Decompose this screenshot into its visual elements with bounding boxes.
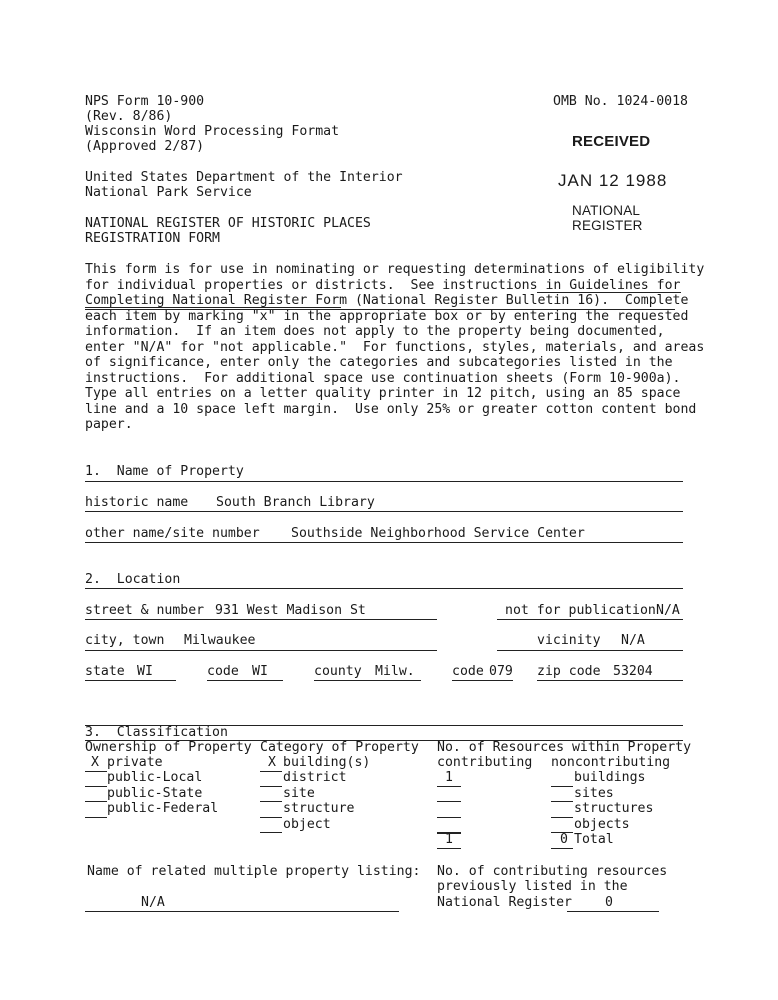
instruction-line: line and a 10 space left margin. Use only 25% or greater cotton content bond — [85, 401, 697, 417]
contributing-total-line[interactable] — [437, 848, 461, 849]
county-label: county — [314, 664, 362, 679]
category-option-buildings: building(s) — [283, 755, 371, 770]
category-checkbox-line[interactable] — [260, 817, 282, 818]
code-label: code — [207, 664, 239, 679]
ownership-option-private: private — [107, 755, 163, 770]
category-option-site: site — [283, 786, 315, 801]
vicinity-rule — [497, 650, 683, 651]
resource-type-sites: sites — [574, 786, 614, 801]
category-option-district: district — [283, 770, 347, 785]
related-listing-value[interactable]: N/A — [141, 895, 165, 910]
previously-listed-label-3: National Register — [437, 895, 572, 910]
category-option-structure: structure — [283, 801, 355, 816]
category-header: Category of Property — [260, 740, 419, 755]
not-for-publication-value[interactable]: N/A — [656, 603, 680, 618]
zip-value[interactable]: 53204 — [613, 664, 653, 679]
previously-listed-value[interactable]: 0 — [605, 895, 613, 910]
resource-type-objects: objects — [574, 817, 630, 832]
resource-type-structures: structures — [574, 801, 654, 816]
noncontributing-line[interactable] — [551, 801, 573, 802]
state-value[interactable]: WI — [137, 664, 153, 679]
service-name: National Park Service — [85, 185, 252, 200]
contributing-line[interactable] — [437, 801, 461, 802]
category-checkbox-line[interactable] — [260, 771, 282, 772]
instruction-line: enter "N/A" for "not applicable." For functions, styles, materials, and areas — [85, 339, 705, 355]
noncontributing-line[interactable] — [551, 817, 573, 818]
county-rule — [314, 680, 421, 681]
register-stamp: REGISTER — [572, 218, 643, 233]
previously-listed-label-2: previously listed in the — [437, 879, 628, 894]
form-number: NPS Form 10-900 — [85, 94, 205, 109]
county-code-label: code — [452, 664, 484, 679]
historic-name-rule — [85, 511, 683, 512]
zip-rule — [537, 680, 683, 681]
state-rule — [85, 680, 176, 681]
ownership-mark[interactable]: X — [91, 755, 99, 770]
instructions-paragraph — [85, 262, 705, 433]
other-name-label: other name/site number — [85, 526, 260, 541]
other-name-rule — [85, 542, 683, 543]
related-listing-rule — [85, 911, 399, 912]
instruction-line: information. If an item does not apply to the property being documented, — [85, 324, 665, 339]
state-label: state — [85, 664, 125, 679]
section-2-rule — [85, 588, 683, 589]
section-1-heading: 1. Name of Property — [85, 464, 244, 479]
received-date-stamp: JAN 12 1988 — [558, 171, 668, 190]
noncontributing-header: noncontributing — [551, 755, 671, 770]
vicinity-label: vicinity — [537, 633, 601, 648]
code-value[interactable]: WI — [252, 664, 268, 679]
contributing-total[interactable]: 1 — [445, 832, 453, 847]
vicinity-value[interactable]: N/A — [621, 633, 645, 648]
form-format: Wisconsin Word Processing Format — [85, 124, 340, 139]
not-for-publication-label: not for publication — [505, 603, 656, 618]
instruction-line: instructions. For additional space use continuation sheets (Form 10-900a). — [85, 370, 681, 386]
register-title: NATIONAL REGISTER OF HISTORIC PLACES — [85, 216, 371, 231]
form-title: REGISTRATION FORM — [85, 231, 220, 246]
nfp-rule — [497, 619, 683, 620]
omb-number: OMB No. 1024-0018 — [553, 94, 688, 109]
instruction-line: each item by marking "x" in the appropriate box or by entering the requested — [85, 308, 689, 324]
resource-type-buildings: buildings — [574, 770, 646, 785]
rule-line — [85, 309, 675, 310]
county-code-rule — [452, 680, 513, 681]
noncontributing-total[interactable]: 0 — [560, 832, 568, 847]
contributing-header: contributing — [437, 755, 533, 770]
national-stamp: NATIONAL — [572, 203, 641, 218]
previously-listed-rule — [567, 911, 659, 912]
contributing-buildings[interactable]: 1 — [445, 770, 453, 785]
ownership-checkbox-line[interactable] — [85, 817, 107, 818]
ownership-checkbox-line[interactable] — [85, 786, 107, 787]
received-stamp: RECEIVED — [572, 133, 651, 150]
instruction-line: Type all entries on a letter quality printer in 12 pitch, using an 85 space — [85, 386, 681, 401]
ownership-checkbox-line[interactable] — [85, 801, 107, 802]
guidelines-underline — [85, 307, 341, 308]
ownership-option-public-state: public-State — [107, 786, 203, 801]
section-3-heading: 3. Classification — [85, 725, 228, 740]
instruction-line: for individual properties or districts. See instructions in Guidelines for — [85, 277, 681, 293]
ownership-checkbox-line[interactable] — [85, 771, 107, 772]
section-1-rule — [85, 481, 683, 482]
category-checkbox-line[interactable] — [260, 832, 282, 833]
form-revision: (Rev. 8/86) — [85, 109, 173, 124]
resources-header: No. of Resources within Property — [437, 740, 692, 755]
contributing-line[interactable] — [437, 817, 461, 818]
category-checkbox-line[interactable] — [260, 786, 282, 787]
noncontributing-line[interactable] — [551, 786, 573, 787]
instruction-line: of significance, enter only the categories and subcategories listed in the — [85, 355, 673, 370]
historic-name-label: historic name — [85, 495, 189, 510]
category-mark[interactable]: X — [268, 755, 276, 770]
instruction-line: paper. — [85, 417, 133, 432]
form-approved: (Approved 2/87) — [85, 139, 205, 154]
city-rule — [85, 650, 437, 651]
street-value[interactable]: 931 West Madison St — [215, 603, 366, 618]
category-option-object: object — [283, 817, 331, 832]
previously-listed-label-1: No. of contributing resources — [437, 864, 668, 879]
instruction-line: Completing National Register Form (National Register Bulletin 16). Complete — [85, 293, 689, 308]
category-checkbox-line[interactable] — [260, 801, 282, 802]
code-rule — [207, 680, 283, 681]
city-value[interactable]: Milwaukee — [184, 633, 256, 648]
zip-label: zip code — [537, 664, 601, 679]
guidelines-underline — [537, 292, 681, 293]
street-label: street & number — [85, 603, 205, 618]
ownership-option-public-local: public-Local — [107, 770, 203, 785]
street-rule — [85, 619, 437, 620]
noncontributing-total-line[interactable] — [551, 848, 573, 849]
other-name-value[interactable]: Southside Neighborhood Service Center — [291, 526, 585, 541]
ownership-header: Ownership of Property — [85, 740, 252, 755]
instruction-line: This form is for use in nominating or requesting determinations of eligibility — [85, 262, 705, 277]
historic-name-value[interactable]: South Branch Library — [216, 495, 375, 510]
related-listing-label: Name of related multiple property listing: — [87, 864, 421, 879]
county-code-value[interactable]: 079 — [489, 664, 513, 679]
city-label: city, town — [85, 633, 165, 648]
county-value[interactable]: Milw. — [375, 664, 415, 679]
contributing-line[interactable] — [437, 786, 461, 787]
ownership-option-public-federal: public-Federal — [107, 801, 219, 816]
resource-type-total: Total — [574, 832, 614, 847]
department-name: United States Department of the Interior — [85, 170, 403, 185]
section-2-heading: 2. Location — [85, 572, 181, 587]
